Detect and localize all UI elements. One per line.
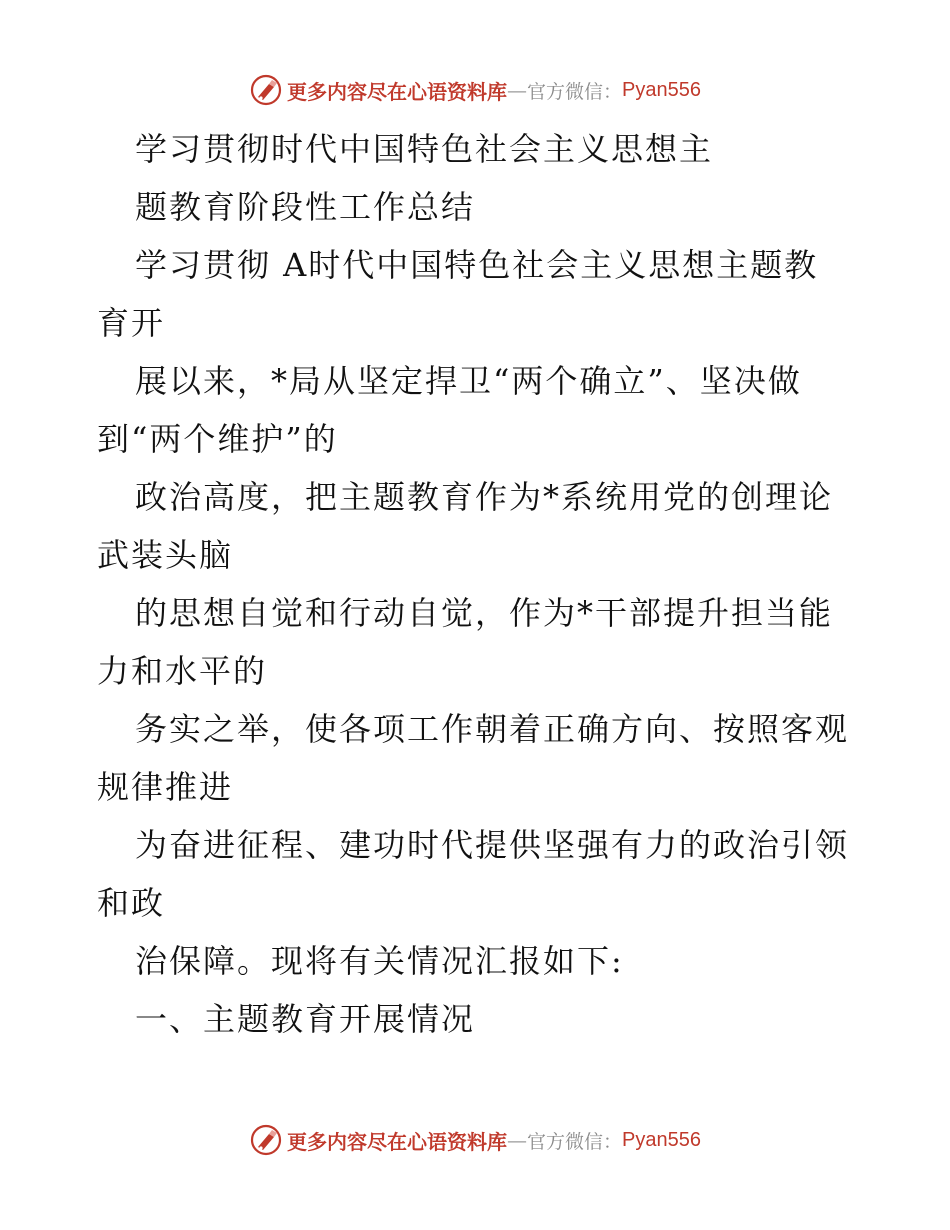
watermark-wechat-id: Pyan556 <box>622 1128 701 1151</box>
paragraph-line: 规律推进 <box>97 768 234 806</box>
watermark-wechat-label: 官方微信： <box>527 80 623 103</box>
watermark-wechat-id: Pyan556 <box>622 78 701 101</box>
pen-nib-seal-icon <box>249 1123 283 1157</box>
paragraph-line: 学习贯彻 A时代中国特色社会主义思想主题教 <box>135 246 819 284</box>
watermark-separator: — <box>507 78 527 102</box>
watermark-separator: — <box>507 1128 527 1152</box>
section-heading: 一、主题教育开展情况 <box>135 1000 476 1038</box>
paragraph-line: 治保障。现将有关情况汇报如下: <box>135 942 624 980</box>
footer-watermark <box>0 1120 950 1160</box>
paragraph-line: 和政 <box>97 884 166 922</box>
paragraph-line: 力和水平的 <box>97 652 268 690</box>
title-line-2: 题教育阶段性工作总结 <box>135 188 476 226</box>
paragraph-line: 到“两个维护”的 <box>97 420 338 458</box>
header-watermark <box>0 70 950 110</box>
paragraph-line: 的思想自觉和行动自觉，作为*干部提升担当能 <box>135 594 834 632</box>
paragraph-line: 政治高度，把主题教育作为*系统用党的创理论 <box>135 478 834 516</box>
paragraph-line: 育开 <box>97 304 166 342</box>
paragraph-line: 为奋进征程、建功时代提供坚强有力的政治引领 <box>135 826 850 864</box>
watermark-brand: 更多内容尽在心语资料库 <box>287 1129 507 1154</box>
watermark-wechat-label: 官方微信： <box>527 1130 623 1153</box>
pen-nib-seal-icon <box>249 73 283 107</box>
document-body <box>97 120 857 1048</box>
watermark-brand: 更多内容尽在心语资料库 <box>287 79 507 104</box>
paragraph-line: 展以来，*局从坚定捍卫“两个确立”、坚决做 <box>135 362 802 400</box>
paragraph-line: 武装头脑 <box>97 536 234 574</box>
paragraph-line: 务实之举，使各项工作朝着正确方向、按照客观 <box>135 710 850 748</box>
title-line-1: 学习贯彻时代中国特色社会主义思想主 <box>135 130 714 168</box>
